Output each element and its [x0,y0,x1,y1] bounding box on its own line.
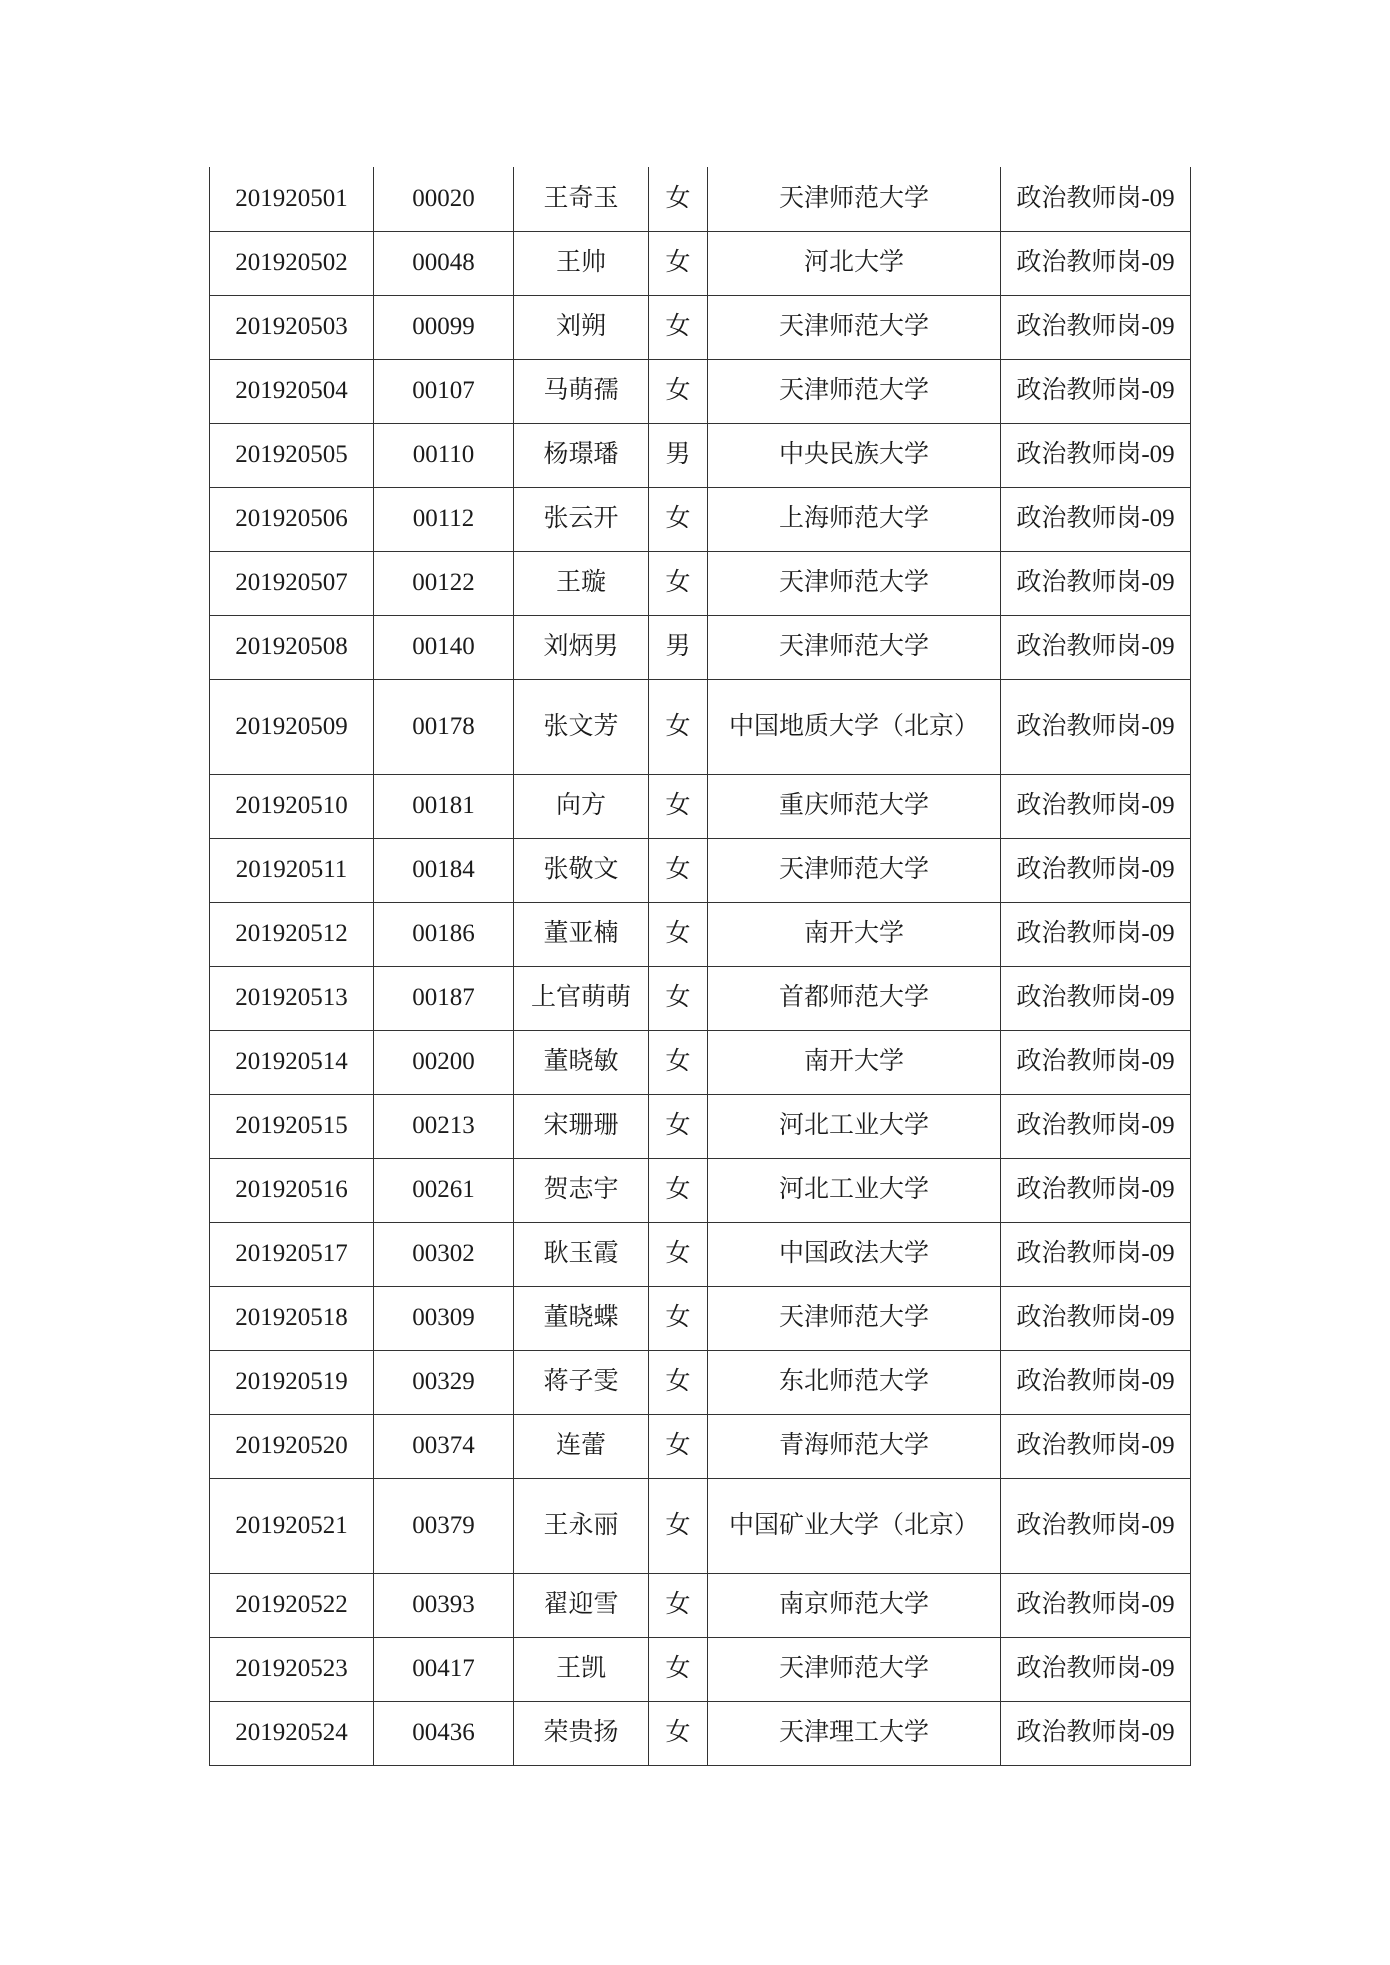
table-row [210,551,1191,615]
cell-university: 河北大学 [708,231,1001,295]
cell-exam-id: 201920510 [210,774,374,838]
cell-gender: 女 [649,551,708,615]
cell-name: 刘炳男 [514,615,649,679]
cell-name: 王璇 [514,551,649,615]
cell-candidate-no: 00181 [374,774,514,838]
cell-position: 政治教师岗-09 [1001,1573,1191,1637]
cell-name: 张文芳 [514,679,649,774]
cell-position: 政治教师岗-09 [1001,774,1191,838]
cell-university: 天津师范大学 [708,551,1001,615]
cell-candidate-no: 00178 [374,679,514,774]
cell-gender: 女 [649,1158,708,1222]
cell-university: 上海师范大学 [708,487,1001,551]
cell-position: 政治教师岗-09 [1001,487,1191,551]
table-row [210,966,1191,1030]
table-row [210,1478,1191,1573]
cell-position: 政治教师岗-09 [1001,167,1191,231]
cell-university: 河北工业大学 [708,1158,1001,1222]
table-row [210,1414,1191,1478]
cell-exam-id: 201920520 [210,1414,374,1478]
cell-position: 政治教师岗-09 [1001,359,1191,423]
cell-gender: 女 [649,1478,708,1573]
table-row [210,1637,1191,1701]
cell-position: 政治教师岗-09 [1001,838,1191,902]
cell-university: 青海师范大学 [708,1414,1001,1478]
cell-name: 宋珊珊 [514,1094,649,1158]
cell-exam-id: 201920523 [210,1637,374,1701]
cell-name: 杨璟璠 [514,423,649,487]
table-row [210,1573,1191,1637]
table-row [210,1350,1191,1414]
cell-exam-id: 201920524 [210,1701,374,1765]
cell-gender: 男 [649,615,708,679]
cell-exam-id: 201920505 [210,423,374,487]
cell-university: 南开大学 [708,902,1001,966]
cell-position: 政治教师岗-09 [1001,551,1191,615]
cell-gender: 女 [649,1573,708,1637]
cell-name: 蒋子雯 [514,1350,649,1414]
cell-name: 董晓蝶 [514,1286,649,1350]
table-row [210,1094,1191,1158]
cell-gender: 女 [649,1701,708,1765]
cell-name: 董晓敏 [514,1030,649,1094]
cell-university: 天津师范大学 [708,295,1001,359]
cell-name: 董亚楠 [514,902,649,966]
cell-university: 南京师范大学 [708,1573,1001,1637]
cell-gender: 女 [649,1222,708,1286]
cell-name: 张敬文 [514,838,649,902]
cell-candidate-no: 00436 [374,1701,514,1765]
cell-position: 政治教师岗-09 [1001,1414,1191,1478]
cell-gender: 女 [649,774,708,838]
cell-gender: 女 [649,902,708,966]
cell-candidate-no: 00309 [374,1286,514,1350]
table-row [210,774,1191,838]
cell-name: 向方 [514,774,649,838]
cell-position: 政治教师岗-09 [1001,231,1191,295]
cell-exam-id: 201920508 [210,615,374,679]
cell-candidate-no: 00122 [374,551,514,615]
table-row [210,1701,1191,1765]
cell-name: 王永丽 [514,1478,649,1573]
cell-position: 政治教师岗-09 [1001,1030,1191,1094]
cell-candidate-no: 00261 [374,1158,514,1222]
cell-candidate-no: 00329 [374,1350,514,1414]
cell-position: 政治教师岗-09 [1001,1222,1191,1286]
cell-exam-id: 201920514 [210,1030,374,1094]
table-row [210,487,1191,551]
cell-university: 重庆师范大学 [708,774,1001,838]
cell-candidate-no: 00213 [374,1094,514,1158]
cell-university: 天津理工大学 [708,1701,1001,1765]
cell-university: 中国政法大学 [708,1222,1001,1286]
cell-gender: 女 [649,1030,708,1094]
cell-candidate-no: 00374 [374,1414,514,1478]
cell-candidate-no: 00110 [374,423,514,487]
cell-exam-id: 201920516 [210,1158,374,1222]
cell-candidate-no: 00099 [374,295,514,359]
cell-gender: 男 [649,423,708,487]
cell-university: 中国地质大学（北京） [708,679,1001,774]
table-row [210,231,1191,295]
cell-name: 荣贵扬 [514,1701,649,1765]
cell-gender: 女 [649,1350,708,1414]
cell-gender: 女 [649,167,708,231]
table-row [210,838,1191,902]
candidate-roster-table [209,167,1191,1766]
cell-university: 首都师范大学 [708,966,1001,1030]
cell-university: 天津师范大学 [708,1637,1001,1701]
cell-gender: 女 [649,679,708,774]
cell-name: 贺志宇 [514,1158,649,1222]
cell-gender: 女 [649,231,708,295]
cell-position: 政治教师岗-09 [1001,1478,1191,1573]
cell-candidate-no: 00302 [374,1222,514,1286]
cell-exam-id: 201920518 [210,1286,374,1350]
table-row [210,359,1191,423]
cell-exam-id: 201920517 [210,1222,374,1286]
cell-exam-id: 201920502 [210,231,374,295]
cell-university: 天津师范大学 [708,615,1001,679]
cell-candidate-no: 00140 [374,615,514,679]
table-row [210,423,1191,487]
cell-name: 王凯 [514,1637,649,1701]
cell-university: 南开大学 [708,1030,1001,1094]
table-row [210,295,1191,359]
cell-exam-id: 201920512 [210,902,374,966]
table-row [210,1030,1191,1094]
table-row [210,1222,1191,1286]
cell-university: 中国矿业大学（北京） [708,1478,1001,1573]
cell-university: 河北工业大学 [708,1094,1001,1158]
cell-exam-id: 201920521 [210,1478,374,1573]
cell-gender: 女 [649,838,708,902]
cell-name: 马萌孺 [514,359,649,423]
cell-candidate-no: 00186 [374,902,514,966]
cell-position: 政治教师岗-09 [1001,1094,1191,1158]
table-row [210,679,1191,774]
cell-candidate-no: 00417 [374,1637,514,1701]
cell-name: 王奇玉 [514,167,649,231]
cell-university: 中央民族大学 [708,423,1001,487]
cell-name: 连蕾 [514,1414,649,1478]
cell-exam-id: 201920513 [210,966,374,1030]
cell-name: 翟迎雪 [514,1573,649,1637]
cell-candidate-no: 00020 [374,167,514,231]
cell-exam-id: 201920504 [210,359,374,423]
cell-gender: 女 [649,1286,708,1350]
cell-exam-id: 201920507 [210,551,374,615]
cell-exam-id: 201920509 [210,679,374,774]
cell-university: 东北师范大学 [708,1350,1001,1414]
cell-exam-id: 201920522 [210,1573,374,1637]
table-row [210,167,1191,231]
cell-exam-id: 201920511 [210,838,374,902]
cell-name: 刘朔 [514,295,649,359]
cell-candidate-no: 00379 [374,1478,514,1573]
cell-candidate-no: 00048 [374,231,514,295]
cell-candidate-no: 00184 [374,838,514,902]
cell-exam-id: 201920506 [210,487,374,551]
cell-candidate-no: 00200 [374,1030,514,1094]
cell-gender: 女 [649,295,708,359]
cell-exam-id: 201920519 [210,1350,374,1414]
cell-gender: 女 [649,487,708,551]
cell-position: 政治教师岗-09 [1001,1701,1191,1765]
cell-candidate-no: 00112 [374,487,514,551]
cell-position: 政治教师岗-09 [1001,679,1191,774]
cell-name: 张云开 [514,487,649,551]
cell-exam-id: 201920501 [210,167,374,231]
cell-position: 政治教师岗-09 [1001,1637,1191,1701]
cell-position: 政治教师岗-09 [1001,1158,1191,1222]
cell-university: 天津师范大学 [708,838,1001,902]
cell-gender: 女 [649,966,708,1030]
cell-university: 天津师范大学 [708,359,1001,423]
cell-candidate-no: 00187 [374,966,514,1030]
cell-exam-id: 201920503 [210,295,374,359]
cell-gender: 女 [649,1637,708,1701]
cell-candidate-no: 00393 [374,1573,514,1637]
table-row [210,1286,1191,1350]
cell-name: 王帅 [514,231,649,295]
roster-table-body [210,167,1191,1765]
cell-gender: 女 [649,1414,708,1478]
cell-position: 政治教师岗-09 [1001,1350,1191,1414]
cell-position: 政治教师岗-09 [1001,423,1191,487]
cell-position: 政治教师岗-09 [1001,1286,1191,1350]
table-row [210,1158,1191,1222]
cell-position: 政治教师岗-09 [1001,966,1191,1030]
cell-gender: 女 [649,359,708,423]
cell-university: 天津师范大学 [708,1286,1001,1350]
cell-university: 天津师范大学 [708,167,1001,231]
cell-exam-id: 201920515 [210,1094,374,1158]
cell-name: 耿玉霞 [514,1222,649,1286]
cell-position: 政治教师岗-09 [1001,295,1191,359]
cell-position: 政治教师岗-09 [1001,615,1191,679]
cell-gender: 女 [649,1094,708,1158]
cell-position: 政治教师岗-09 [1001,902,1191,966]
cell-name: 上官萌萌 [514,966,649,1030]
table-row [210,615,1191,679]
table-row [210,902,1191,966]
cell-candidate-no: 00107 [374,359,514,423]
